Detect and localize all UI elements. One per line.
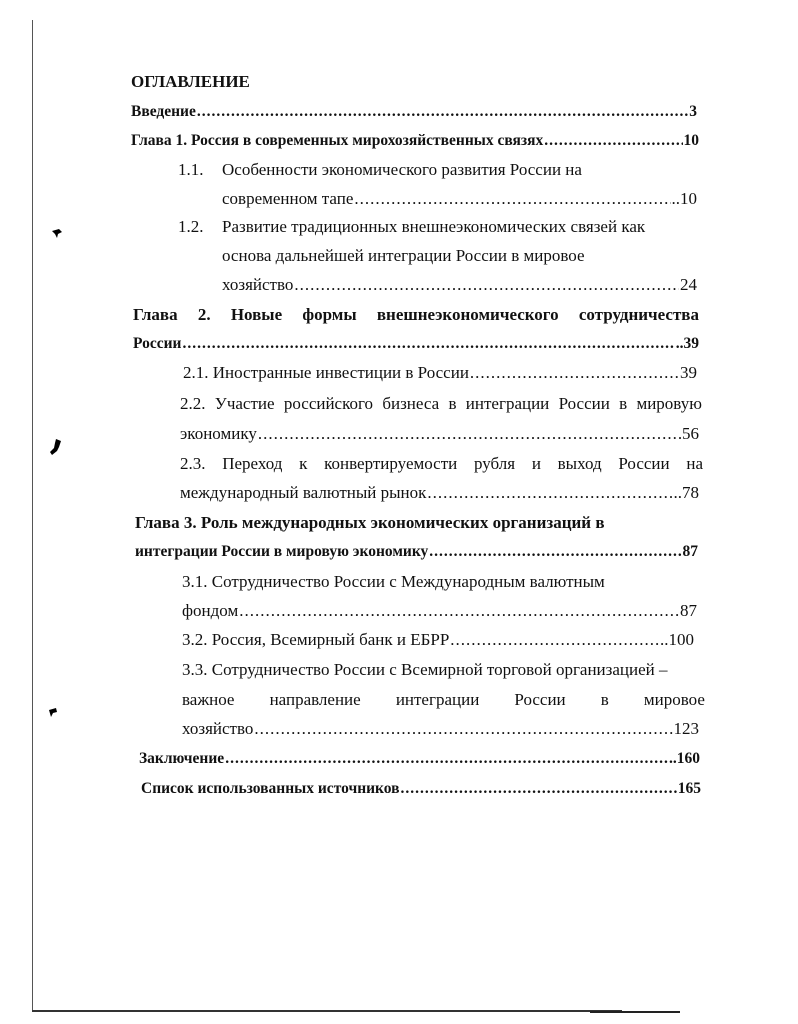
leader-dots [239, 601, 679, 621]
leader-dots [401, 779, 677, 799]
s1-2-number: 1.2. [178, 217, 204, 236]
word: и [531, 454, 541, 473]
sources-page: 165 [677, 780, 701, 797]
ch2-title-line1 [133, 305, 699, 325]
ch3-title-line1: Глава 3. Роль международных экономических организаций в [135, 513, 605, 532]
word: российского [283, 394, 374, 413]
word: конвертируемости [324, 454, 458, 473]
ch1-page: 10 [683, 132, 699, 149]
s1-2-page: 24 [680, 275, 697, 294]
word: формы [302, 305, 357, 324]
toc-entry-3-3[interactable] [182, 719, 699, 739]
word: выход [557, 454, 602, 473]
word: 2. [197, 305, 211, 324]
toc-entry-1-2[interactable] [222, 275, 697, 295]
s2-2-page: 56 [682, 424, 699, 443]
leader-dots [429, 542, 681, 562]
word: в [448, 394, 457, 413]
word: в [600, 690, 609, 709]
s3-3-line3: хозяйство [182, 719, 254, 738]
toc-entry-3-2[interactable] [182, 630, 694, 650]
s1-2-line1: Развитие традиционных внешнеэкономических связей как [222, 217, 646, 236]
leader-dots [470, 363, 679, 383]
s2-2-line1 [180, 394, 702, 414]
page-border-bottom [32, 1010, 622, 1012]
word: мировое [643, 690, 705, 709]
word: к [299, 454, 308, 473]
leader-dots [225, 749, 668, 769]
word: Новые [230, 305, 283, 324]
word: в [619, 394, 628, 413]
word: интеграции [465, 394, 550, 413]
toc-entry-conclusion[interactable] [139, 749, 700, 769]
s1-2-line3: хозяйство [222, 275, 294, 294]
toc-entry-2-3[interactable] [180, 483, 699, 503]
leader-dots [354, 189, 670, 209]
leader-dots [450, 630, 659, 650]
word: мировую [636, 394, 702, 413]
word: важное [182, 690, 235, 709]
word: внешнеэкономического [376, 305, 559, 324]
toc-entry-intro[interactable] [131, 102, 697, 122]
s3-3-page: 123 [673, 719, 699, 738]
word: России [514, 690, 566, 709]
leader-dots [258, 424, 681, 444]
toc-entry-chapter-2[interactable] [133, 334, 699, 354]
leader-dots [182, 334, 674, 354]
word: бизнеса [382, 394, 440, 413]
s1-1-line2: современном тапе [222, 189, 354, 208]
toc-heading: ОГЛАВЛЕНИЕ [131, 72, 250, 91]
s2-2-line2: экономику [180, 424, 257, 443]
leader-dots [254, 719, 672, 739]
s3-3-line1: 3.3. Сотрудничество России с Всемирной торговой организацией – [182, 660, 668, 679]
s2-3-line1 [180, 454, 703, 474]
leader-dots [544, 131, 682, 151]
scan-speck [46, 706, 60, 720]
scan-speck [48, 438, 66, 460]
word: Участие [214, 394, 275, 413]
s3-1-line2: фондом [182, 601, 239, 620]
toc-entry-2-1[interactable] [183, 363, 697, 383]
sources-title: Список использованных источников [141, 780, 400, 797]
word: сотрудничества [578, 305, 699, 324]
s2-1-page: 39 [680, 363, 697, 382]
ch2-page: ..39 [675, 335, 699, 352]
toc-entry-2-2[interactable] [180, 424, 699, 444]
s1-1-number: 1.1. [178, 160, 204, 179]
s3-1-page: 87 [680, 601, 697, 620]
word: Переход [222, 454, 283, 473]
word: интеграции [395, 690, 480, 709]
s3-1-line1: 3.1. Сотрудничество России с Международным валютным [182, 572, 605, 591]
s3-3-line2 [182, 690, 705, 710]
word: 2.3. [180, 454, 206, 473]
conclusion-title: Заключение [139, 750, 225, 767]
leader-dots [294, 275, 679, 295]
s2-1-title: 2.1. Иностранные инвестиции в России [183, 363, 469, 382]
page-border-bottom-mark [590, 1011, 680, 1013]
ch3-page: 87 [682, 543, 698, 560]
toc-entry-chapter-3[interactable] [135, 542, 698, 562]
intro-page: 3 [689, 103, 697, 120]
ch1-title: Глава 1. Россия в современных мирохозяйственных связях [131, 132, 544, 149]
ch3-title-line2: интеграции России в мировую экономику [135, 543, 429, 560]
toc-entry-3-1[interactable] [182, 601, 697, 621]
intro-title: Введение [131, 103, 196, 120]
leader-dots [427, 483, 672, 503]
leader-dots [197, 102, 688, 122]
page-border-left [32, 20, 33, 1010]
toc-entry-sources[interactable] [141, 779, 701, 799]
word: Глава [133, 305, 178, 324]
s2-3-page: ..78 [673, 483, 699, 502]
s1-1-line1: Особенности экономического развития России на [222, 160, 582, 179]
s1-1-page: ..10 [671, 189, 697, 208]
s3-2-title: 3.2. Россия, Всемирный банк и ЕБРР [182, 630, 450, 649]
word: рубля [473, 454, 516, 473]
scan-speck [50, 226, 64, 240]
word: на [686, 454, 703, 473]
toc-entry-1-1[interactable] [222, 189, 697, 209]
word: России [618, 454, 670, 473]
s2-3-line2: международный валютный рынок [180, 483, 427, 502]
s3-2-page: ..100 [660, 630, 694, 649]
toc-entry-chapter-1[interactable] [131, 131, 699, 151]
ch2-title-line2: России [133, 335, 182, 352]
word: 2.2. [180, 394, 206, 413]
conclusion-page: ..160 [669, 750, 700, 767]
word: России [558, 394, 610, 413]
word: направление [269, 690, 361, 709]
s1-2-line2: основа дальнейшей интеграции России в мировое [222, 246, 585, 265]
